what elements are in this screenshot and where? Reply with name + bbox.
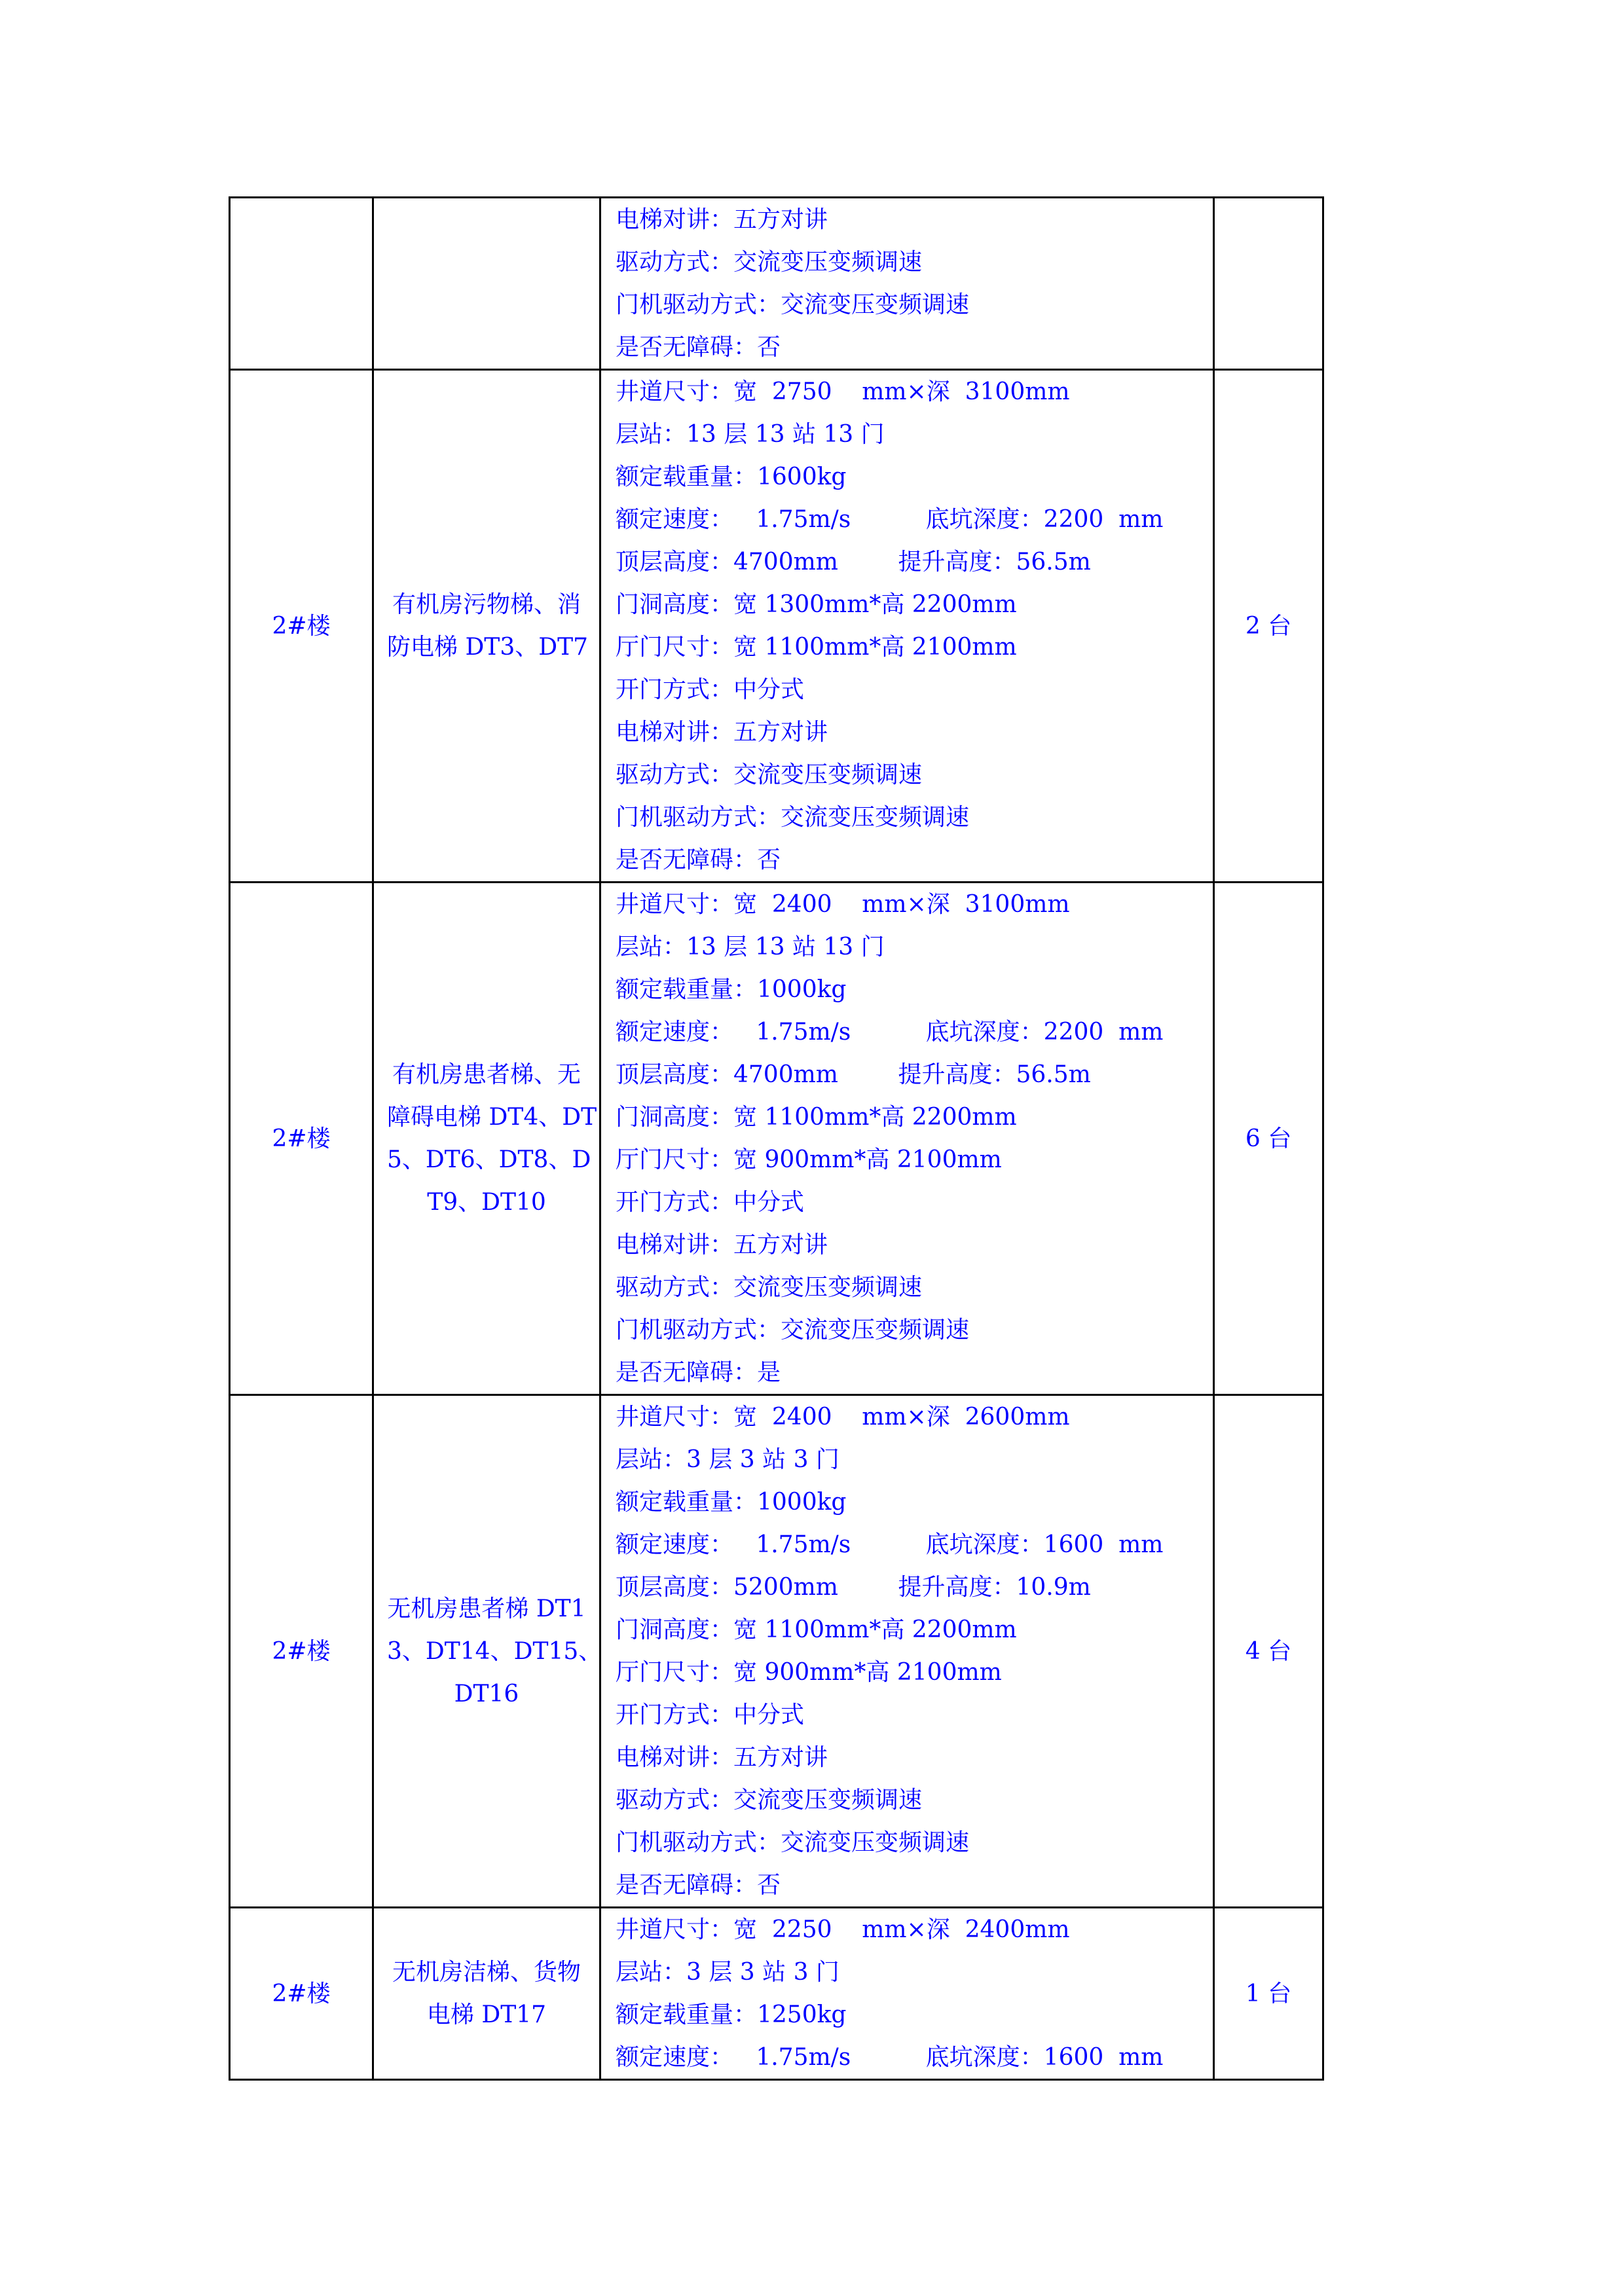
elevator-name-cell <box>373 370 600 883</box>
spec-cell <box>600 370 1214 883</box>
spec-line: 是否无障碍：否 <box>616 847 781 873</box>
table-row <box>230 370 1323 883</box>
spec-line: 驱动方式：交流变压变频调速 <box>616 761 923 788</box>
spec-line: 层站：3 层 3 站 3 门 <box>616 1959 840 1986</box>
spec-line: 驱动方式：交流变压变频调速 <box>616 249 923 276</box>
building-cell: 2#楼 <box>230 1395 373 1908</box>
elevator-name-line: DT16 <box>454 1680 519 1707</box>
elevator-name-line: 防电梯 DT3、DT7 <box>387 634 589 661</box>
quantity-cell: 1 台 <box>1214 1908 1323 2080</box>
spec-line: 电梯对讲：五方对讲 <box>616 206 828 233</box>
spec-line: 是否无障碍：是 <box>616 1359 781 1386</box>
elevator-name-line: 障碍电梯 DT4、DT <box>387 1104 597 1131</box>
spec-line: 层站：13 层 13 站 13 门 <box>616 934 885 960</box>
spec-line: 额定载重量：1600kg <box>616 464 847 490</box>
spec-line: 额定速度： 1.75m/s 底坑深度：2200 mm <box>616 1019 1164 1046</box>
spec-line: 驱动方式：交流变压变频调速 <box>616 1787 923 1813</box>
table-body <box>230 198 1323 2080</box>
building-cell: 2#楼 <box>230 370 373 883</box>
elevator-name-line: 无机房患者梯 DT1 <box>387 1595 586 1622</box>
spec-line: 顶层高度：5200mm 提升高度：10.9m <box>616 1574 1091 1601</box>
spec-line: 厅门尺寸：宽 1100mm*高 2100mm <box>616 634 1017 661</box>
spec-cell <box>600 883 1214 1395</box>
spec-line: 开门方式：中分式 <box>616 1189 805 1216</box>
spec-line: 井道尺寸：宽 2250 mm×深 2400mm <box>616 1916 1070 1943</box>
spec-line: 门洞高度：宽 1100mm*高 2200mm <box>616 1616 1017 1643</box>
spec-line: 门洞高度：宽 1100mm*高 2200mm <box>616 1104 1017 1131</box>
elevator-name-cell <box>373 883 600 1395</box>
building-cell: 2#楼 <box>230 1908 373 2080</box>
quantity-cell <box>1214 198 1323 370</box>
spec-line: 电梯对讲：五方对讲 <box>616 1231 828 1258</box>
spec-line: 开门方式：中分式 <box>616 1702 805 1728</box>
elevator-spec-table <box>229 196 1324 2081</box>
elevator-name-line: 5、DT6、DT8、D <box>387 1146 591 1173</box>
table-row <box>230 883 1323 1395</box>
spec-line: 门洞高度：宽 1300mm*高 2200mm <box>616 591 1017 618</box>
spec-line: 顶层高度：4700mm 提升高度：56.5m <box>616 549 1091 575</box>
spec-line: 是否无障碍：否 <box>616 334 781 361</box>
spec-line: 额定速度： 1.75m/s 底坑深度：2200 mm <box>616 506 1164 533</box>
quantity-cell: 2 台 <box>1214 370 1323 883</box>
spec-line: 门机驱动方式：交流变压变频调速 <box>616 291 970 318</box>
spec-line: 额定载重量：1250kg <box>616 2001 847 2028</box>
elevator-name-line: 无机房洁梯、货物 <box>392 1959 581 1986</box>
elevator-name-cell <box>373 198 600 370</box>
spec-line: 额定速度： 1.75m/s 底坑深度：1600 mm <box>616 2044 1164 2071</box>
spec-cell <box>600 198 1214 370</box>
quantity-cell: 4 台 <box>1214 1395 1323 1908</box>
spec-line: 井道尺寸：宽 2750 mm×深 3100mm <box>616 378 1070 405</box>
spec-line: 顶层高度：4700mm 提升高度：56.5m <box>616 1061 1091 1088</box>
elevator-name-cell <box>373 1908 600 2080</box>
spec-line: 井道尺寸：宽 2400 mm×深 3100mm <box>616 891 1070 918</box>
elevator-name-line: 3、DT14、DT15、 <box>387 1637 602 1665</box>
quantity-cell: 6 台 <box>1214 883 1323 1395</box>
elevator-name-line: T9、DT10 <box>427 1189 546 1216</box>
elevator-name-line: 有机房患者梯、无 <box>392 1061 581 1088</box>
spec-cell <box>600 1395 1214 1908</box>
building-cell: 2#楼 <box>230 883 373 1395</box>
spec-line: 额定载重量：1000kg <box>616 976 847 1003</box>
spec-cell <box>600 1908 1214 2080</box>
table-row <box>230 198 1323 370</box>
spec-line: 额定载重量：1000kg <box>616 1489 847 1516</box>
elevator-name-line: 电梯 DT17 <box>426 2001 547 2028</box>
table-row <box>230 1908 1323 2080</box>
spec-line: 是否无障碍：否 <box>616 1872 781 1899</box>
spec-line: 井道尺寸：宽 2400 mm×深 2600mm <box>616 1404 1070 1430</box>
spec-line: 电梯对讲：五方对讲 <box>616 1744 828 1771</box>
elevator-name-cell <box>373 1395 600 1908</box>
spec-line: 门机驱动方式：交流变压变频调速 <box>616 1317 970 1343</box>
spec-line: 厅门尺寸：宽 900mm*高 2100mm <box>616 1659 1002 1686</box>
spec-line: 额定速度： 1.75m/s 底坑深度：1600 mm <box>616 1531 1164 1558</box>
spec-line: 厅门尺寸：宽 900mm*高 2100mm <box>616 1146 1002 1173</box>
elevator-name-line: 有机房污物梯、消 <box>392 591 581 618</box>
spec-line: 层站：13 层 13 站 13 门 <box>616 421 885 448</box>
building-cell <box>230 198 373 370</box>
spec-line: 门机驱动方式：交流变压变频调速 <box>616 1829 970 1856</box>
table-row <box>230 1395 1323 1908</box>
spec-line: 门机驱动方式：交流变压变频调速 <box>616 804 970 831</box>
spec-line: 开门方式：中分式 <box>616 676 805 703</box>
spec-line: 层站：3 层 3 站 3 门 <box>616 1446 840 1473</box>
spec-line: 电梯对讲：五方对讲 <box>616 719 828 746</box>
spec-line: 驱动方式：交流变压变频调速 <box>616 1274 923 1301</box>
